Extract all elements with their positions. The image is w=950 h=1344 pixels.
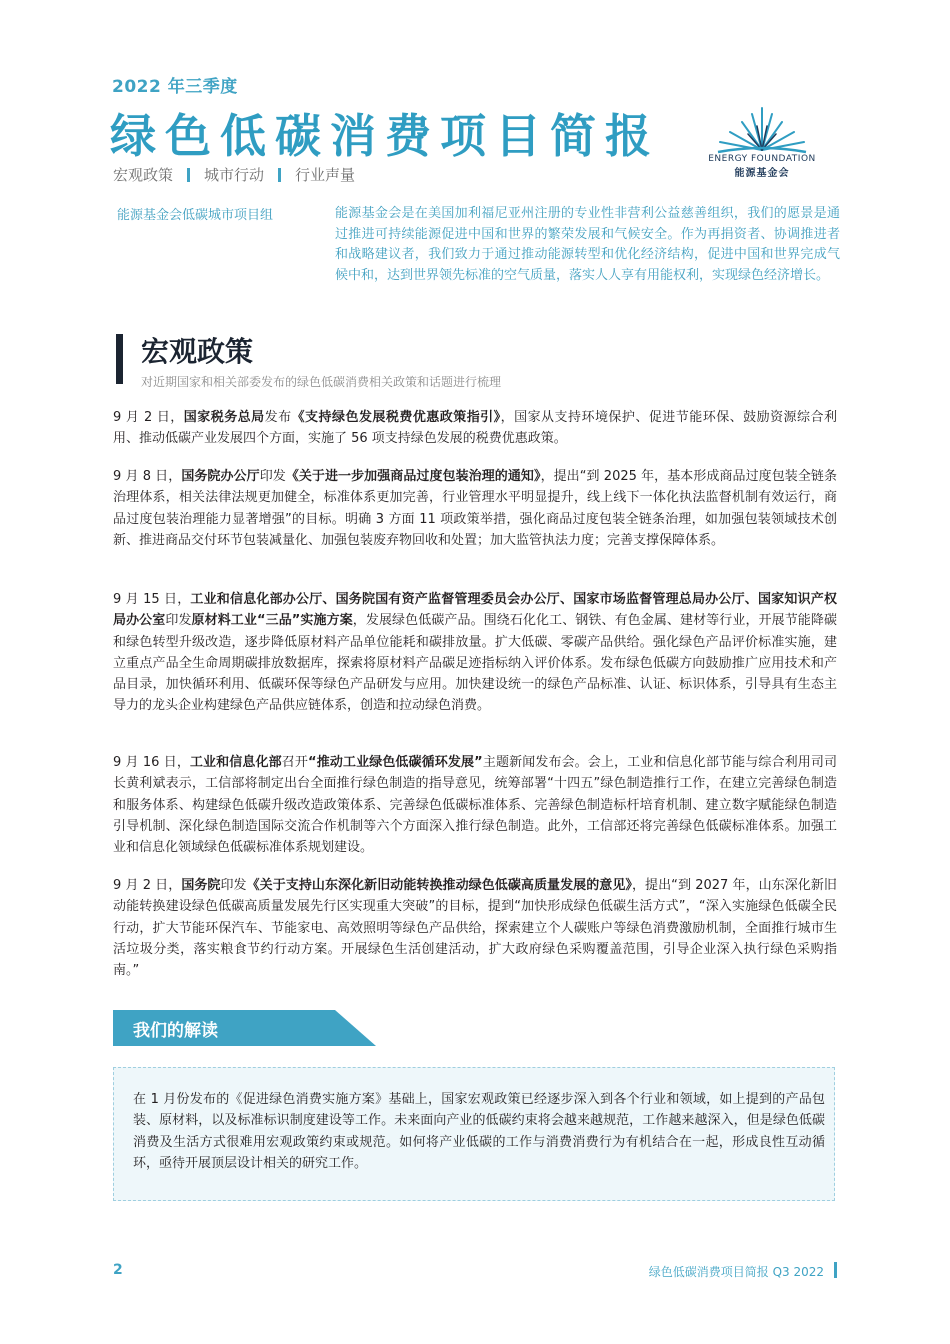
para-document: 原材料工业“三品”实施方案 <box>191 613 353 629</box>
policy-paragraph <box>113 407 837 450</box>
para-date: 9 月 2 日， <box>113 878 182 893</box>
logo-english-name: ENERGY FOUNDATION <box>708 154 816 164</box>
para-body: ，国家从支持环境保护、促进节能环保、鼓励资源综合利用、推动低碳产业发展四个方面，实施了 56 项支持绿色发展的税费优惠政策。 <box>113 410 837 447</box>
policy-paragraph <box>113 466 837 551</box>
para-body: 主题新闻发布会。会上，工业和信息化部节能与综合利用司司长黄利斌表示，工信部将制定出台全面推行绿色制造的指导意见，统筹部署“十四五”绿色制造推行工作，在建立完善绿色制造和服务体系、构建绿色低碳升级改造政策体系、完善绿色低碳标准体系、完善绿色制造标杆培育机制、建立数字赋能绿色制造引导机制、深化绿色制造国际交流合作机制等六个方面深入推行绿色制造。此外，工信部还将完善绿色低碳标准体系。加强工业和信息化领域绿色低碳标准体系规划建设。 <box>113 755 837 856</box>
para-issuer: 国务院办公厅 <box>181 469 260 484</box>
para-issuer: 国务院 <box>181 878 221 893</box>
para-body: ，提出“到 2027 年，山东深化新旧动能转换建设绿色低碳高质量发展先行区实现重大突破”的目标，提到“加快形成绿色低碳生活方式”，“深入实施绿色低碳全民行动，扩大节能环保汽车、节能家电、高效照明等绿色产品供给，探索建立个人碳账户等绿色消费激励机制，全面推行城市生活垃圾分类，落实粮食节约行动方案。开展绿色生活创建活动，扩大政府绿色采购覆盖范围，引导企业深入执行绿色采购指南。” <box>113 878 837 979</box>
page-number: 2 <box>113 1262 123 1278</box>
policy-paragraph <box>113 875 837 981</box>
interpretation-label: 我们的解读 <box>133 1021 218 1041</box>
section-nav <box>113 164 355 185</box>
org-name: 能源基金会低碳城市项目组 <box>117 208 274 223</box>
interpretation-text: 在 1 月份发布的《促进绿色消费实施方案》基础上，国家宏观政策已经逐步深入到各个行业和领域，如上提到的产品包装、原材料，以及标准标识制度建设等工作。未来面向产业的低碳约束将会越来越规范，工作越来越深入，但是绿色低碳消费及生活方式很难用宏观政策约束或规范。如何将产业低碳的工作与消费消费行为有机结合在一起，形成良性互动循环，亟待开展顶层设计相关的研究工作。 <box>133 1092 825 1171</box>
para-issuer: 国家税务总局 <box>183 410 265 425</box>
para-date: 9 月 15 日， <box>113 592 191 607</box>
para-document: 《关于支持山东深化新旧动能转换推动绿色低碳高质量发展的意见》 <box>246 878 632 893</box>
para-verb: 印发 <box>165 613 192 629</box>
section-title: 宏观政策 <box>141 335 254 368</box>
section-subtitle: 对近期国家和相关部委发布的绿色低碳消费相关政策和话题进行梳理 <box>141 375 502 389</box>
para-document: 《关于进一步加强商品过度包装治理的通知》 <box>285 469 541 484</box>
para-body: ，发展绿色低碳产品。围绕石化化工、钢铁、有色金属、建材等行业，开展节能降碳和绿色转型升级改造，逐步降低原材料产品单位能耗和碳排放量。扩大低碳、零碳产品供给。强化绿色产品评价标准实施，建立重点产品全生命周期碳排放数据库，探索将原材料产品碳足迹指标纳入评价体系。发布绿色低碳方向鼓励推广应用技术和产品目录，加快循环利用、低碳环保等绿色产品研发与应用。加快建设统一的绿色产品标准、认证、标识体系，引导具有生态主导力的龙头企业构建绿色产品供应链体系，创造和拉动绿色消费。 <box>113 613 837 714</box>
section-marker-bar <box>116 334 123 384</box>
report-title: 绿色低碳消费项目简报 <box>110 109 660 163</box>
para-issuer: 工业和信息化部办公厅、国务院国有资产监督管理委员会办公厅、国家市场监督管理总局办公厅、国家知识产权局办公室 <box>113 592 837 629</box>
energy-foundation-burst-icon <box>714 104 810 156</box>
para-verb: 印发 <box>220 878 247 893</box>
report-quarter: 2022 年三季度 <box>112 77 238 97</box>
para-date: 9 月 8 日， <box>113 469 182 484</box>
nav-item-city-action[interactable]: 城市行动 <box>204 166 265 184</box>
nav-item-industry-voice[interactable]: 行业声量 <box>295 166 356 184</box>
energy-foundation-logo <box>700 104 824 179</box>
nav-item-macro-policy[interactable]: 宏观政策 <box>113 166 174 184</box>
para-document: 《支持绿色发展税费优惠政策指引》 <box>291 410 501 425</box>
para-issuer: 工业和信息化部 <box>189 755 282 770</box>
para-verb: 印发 <box>259 469 286 484</box>
footer-bar <box>834 1262 837 1278</box>
para-document: “推动工业绿色低碳循环发展” <box>308 755 483 770</box>
para-date: 9 月 16 日， <box>113 755 190 770</box>
para-date: 9 月 2 日， <box>113 410 184 425</box>
para-verb: 召开 <box>281 755 309 770</box>
policy-paragraph <box>113 752 837 858</box>
nav-separator <box>187 168 190 182</box>
para-verb: 发布 <box>264 410 292 425</box>
policy-paragraph <box>113 589 837 717</box>
para-body: ，提出“到 2025 年，基本形成商品过度包装全链条治理体系，相关法律法规更加健全，标准体系更加完善，行业管理水平明显提升，线上线下一体化执法监督机制有效运行，商品过度包装治理能力显著增强”的目标。明确 3 方面 11 项政策举措，强化商品过度包装全链条治理，如加强包装领域技术创新、推进商品交付环节包装减量化、加强包装废弃物回收和处置；加大监管执法力度；完善支撑保障体系。 <box>113 469 837 548</box>
nav-separator <box>278 168 281 182</box>
logo-chinese-name: 能源基金会 <box>734 168 790 179</box>
org-intro: 能源基金会是在美国加利福尼亚州注册的专业性非营利公益慈善组织，我们的愿景是通过推进可持续能源促进中国和世界的繁荣发展和气候安全。作为再捐资者、协调推进者和战略建议者，我们致力于通过推动能源转型和优化经济结构，促进中国和世界完成气候中和，达到世界领先标准的空气质量，落实人人享有用能权利，实现绿色经济增长。 <box>335 206 840 283</box>
footer-title: 绿色低碳消费项目简报 Q3 2022 <box>648 1265 824 1279</box>
